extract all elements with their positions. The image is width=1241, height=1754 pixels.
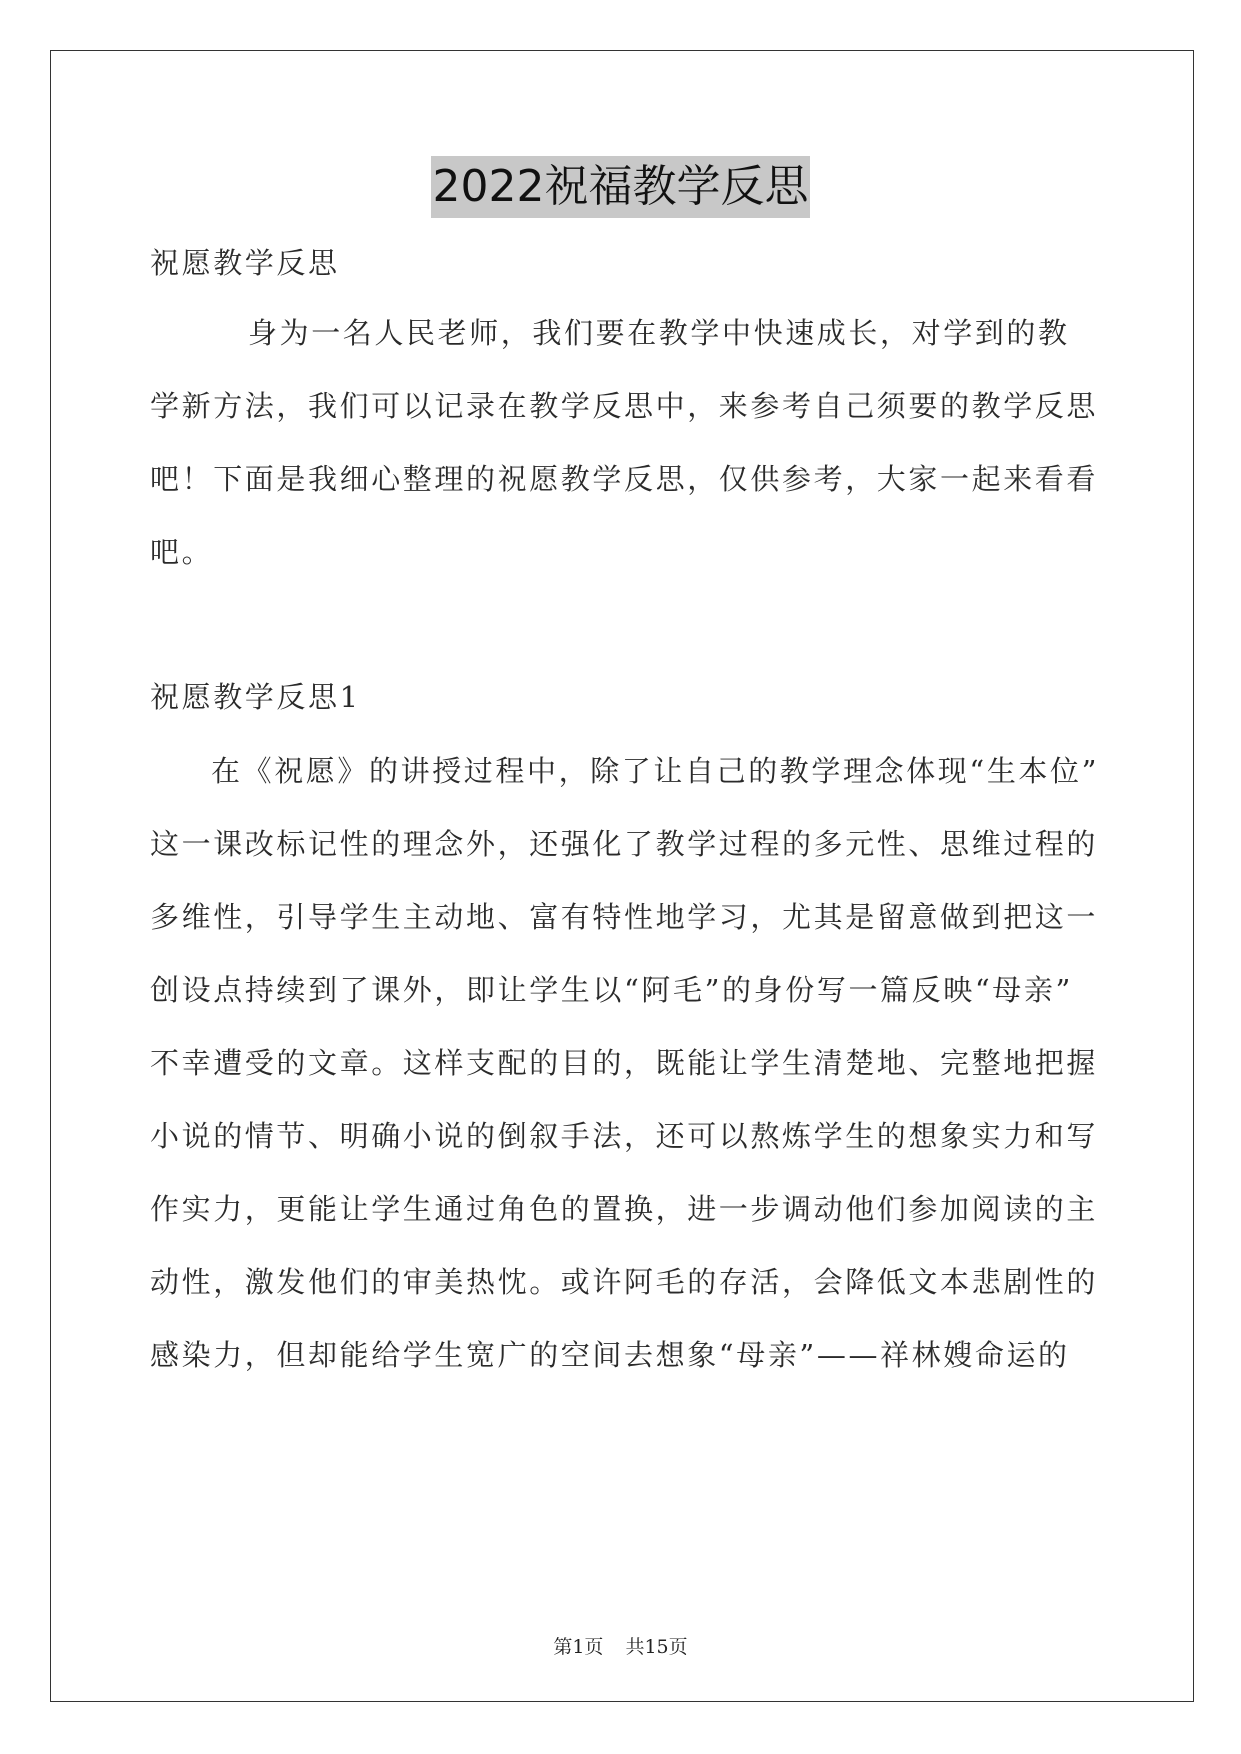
paragraph-line: 多维性，引导学生主动地、富有特性地学习，尤其是留意做到把这一 (150, 900, 1099, 934)
paragraph-line: 身为一名人民老师，我们要在教学中快速成长，对学到的教 (248, 316, 1070, 350)
paragraph-line: 这一课改标记性的理念外，还强化了教学过程的多元性、思维过程的 (150, 827, 1099, 861)
paragraph-line: 不幸遭受的文章。这样支配的目的，既能让学生清楚地、完整地把握 (150, 1046, 1099, 1080)
paragraph-line: 动性，激发他们的审美热忱。或许阿毛的存活，会降低文本悲剧性的 (150, 1265, 1099, 1299)
paragraph-line: 感染力，但却能给学生宽广的空间去想象“母亲”——祥林嫂命运的 (150, 1338, 1070, 1372)
paragraph-line: 在《祝愿》的讲授过程中，除了让自己的教学理念体现“生本位” (211, 754, 1100, 788)
paragraph-line: 作实力，更能让学生通过角色的置换，进一步调动他们参加阅读的主 (150, 1192, 1099, 1226)
title-wrap (0, 156, 1241, 218)
page-number: 第1页 (553, 1636, 604, 1658)
paragraph-line: 小说的情节、明确小说的倒叙手法，还可以熬炼学生的想象实力和写 (150, 1119, 1099, 1153)
page-border (50, 50, 1194, 1702)
paragraph-line: 吧！下面是我细心整理的祝愿教学反思，仅供参考，大家一起来看看 (150, 462, 1099, 496)
page-total: 共15页 (625, 1636, 688, 1658)
section-heading: 祝愿教学反思1 (150, 680, 361, 714)
page-footer (0, 1632, 1241, 1659)
paragraph-line: 学新方法，我们可以记录在教学反思中，来参考自己须要的教学反思 (150, 389, 1099, 423)
intro-heading: 祝愿教学反思 (150, 246, 340, 280)
document-title: 2022祝福教学反思 (431, 156, 811, 218)
paragraph-line: 创设点持续到了课外，即让学生以“阿毛”的身份写一篇反映“母亲” (150, 973, 1073, 1007)
paragraph-line: 吧。 (150, 535, 214, 569)
